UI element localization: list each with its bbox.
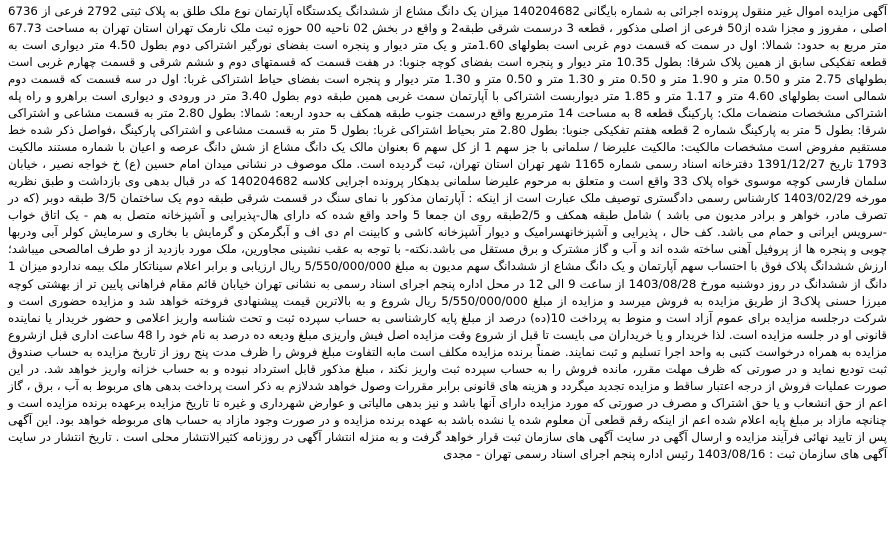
auction-notice-text: آگهی مزایده اموال غیر منقول پرونده اجرائی به شماره بایگانی 140204682 میزان یک دانگ مشاع از ششدانگ یکدستگاه آپارتمان نوع ملک طلق به پلاک ثبتی 2792 فرعی از 6736 اصلی ، مفروز و مجزا شده از50 فرعی از اصلی مذکور ، قطعه 3 درسمت شرقی طبقه2 و واقع در بخش 02 ناحیه 00 حوزه ثبت ملک نارمک تهران استان تهران به مساحت 67.73 متر مربع به حدود: شمالا: اول در سمت که قسمت دوم غربی است بطولهای 1.60متر و یک متر دیوار و پنجره است بفضای نورگیر اشتراکی دوم بطول 4.50 متر دیواری است به قطعه تفکیکی سابق از همین پلاک شرقا: بطول 10.35 متر دیوار و پنجره است بفضای کوچه جنوبا: در هفت قسمت که قسمتهای دوم و ششم شرقی و قسمت چهارم غربی است بطولهای 2.75 متر و 0.50 متر و 1.90 متر و 0.50 متر و 1.30 متر و 0.50 متر و 1.30 متر دیوار و پنجره است بفضای حیاط اشتراکی غربا: اول در سه قسمت که قسمت دوم شمالی است بطولهای 4.60 متر و 1.17 متر و 1.85 متر دیواربست اشتراکی با آپارتمان سمت غربی همین طبقه دوم بطول 3.40 متر در ورودی و دیواری است براهرو و راه پله اشتراکی مشخصات منضمات ملک: پارکینگ قطعه 8 به مساحت 14 مترمربع واقع درسمت جنوب طبقه همکف به حدود اربعه: شمالا: بطول 2.80 متر به قسمت مشاعی و اشتراکی شرقا: بطول 5 متر به پارکینگ شماره 2 قطعه هفتم تفکیکی جنوبا: بطول 2.80 متر بحیاط اشتراکی غربا: بطول 5 متر به قسمت مشاعی و اشتراکی پارکینگ ،فواصل ذکر شده خط مستقیم مفروض است مشخصات مالکیت: مالکیت علیرضا / سلمانی با جز سهم 1 از کل سهم 6 بعنوان مالک یک دانگ مشاع از شش دانگ عرصه و اعیان با شماره مستند مالکیت 1793 تاریخ 1391/12/27 دفترخانه اسناد رسمی شماره 1165 شهر تهران استان تهران، ثبت گردیده است. ملک موصوف در نشانی میدان امام حسین (ع) خ خواجه نصیر ، خیابان سلمان فارسی کوچه موسوی خواه پلاک 33 واقع است و متعلق به مرحوم علیرضا سلمانی بدهکار پرونده اجرایی کلاسه 140204682 که در قبال بدهی وی بازداشت و طبق نظریه مورخه 1403/02/29 کارشناس رسمی دادگستری توصیف ملک عبارت است از اینکه : آپارتمان مذکور با نمای سنگ در قسمت شرقی طبقه دوم یک ساختمان 3/5 طبقه دوبر (که در تصرف مادر، خواهر و برادر مدیون می باشد ) شامل طبقه همکف و 2/5طبقه روی ان جمعا 5 واحد واقع شده که دارای هال-پذیرایی و آشپزخانه متصل به هم - یک اتاق خواب -سرویس ایرانی و حمام می باشد. کف حال ، پذیرایی و آشپزخانهسرامیک و دیوار آشپزخانه کاشی و کابینت ام دی اف و آبگرمکن و گرمایش با بخاری و سرمایش کولر آبی ودربها چوبی و پنجره ها از پروفیل آهنی ساخته شده اند و آب و گاز مشترک و برق مستقل می باشد.نکته- با توجه به عقب نشینی مجاورین، ملک مورد بازدید از دو طرف امالصحی میباشد؛ ارزش ششدانگ پلاک فوق با احتساب سهم آپارتمان و یک دانگ مشاع از ششدانگ سهم مدیون به مبلغ 5/550/000/000 ریال ارزیابی و برابر اعلام سیناتکار ملک بیمه نداردو میزان 1 دانگ از ششدانگ در روز دوشنبه مورخ 1403/08/28 از ساعت 9 الی 12 در محل اداره پنجم اجرای اسناد رسمی به نشانی تهران خیابان قائم مقام فراهانی پایین تر از بهشتی کوچه میرزا حسنی پلاک3 از طریق مزایده به فروش میرسد و مزایده از مبلغ 5/550/000/000 ریال شروع و به بالاترین قیمت پیشنهادی فروخته خواهد شد و مزایده حضوری است و شرکت درجلسه مزایده برای عموم آزاد است و منوط به پرداخت 10(ده) درصد از مبلغ پایه کارشناسی به حساب سپرده ثبت و تحت شناسه واریز اعلامی و حضور خریدار یا نماینده قانونی او در جلسه مزایده است. لذا خریدار و یا خریداران می بایست تا قبل از شروع وقت مزایده اصل فیش واریزی مبلغ ودیعه ده درصد به نام خود را 48 ساعت اداری قبل ازشروع مزایده به همراه درخواست کتبی به واحد اجرا تسلیم و ثبت نمایند. ضمناً برنده مزایده مکلف است مابه التفاوت مبلغ فروش را ظرف مدت پنج روز از تاریخ مزایده به حساب صندوق ثبت تودیع نماید و در صورتی که ظرف مهلت مقرر، مانده فروش را به حساب سپرده ثبت واریز نکند ، مبلغ مذکور قابل استرداد نبوده و به حساب خزانه واریز خواهد شد. در این صورت عملیات فروش از درجه اعتبار ساقط و مزایده تجدید میگردد و هزینه های قانونی برابر مقررات وصول خواهد شدلازم به ذکر است پرداخت بدهی های مربوط به آب ، برق ، گاز اعم از حق انشعاب و یا حق اشتراک و مصرف در صورتی که مورد مزایده دارای آنها باشد و نیز بدهی مالیاتی و عوارض شهرداری و غیره تا تاریخ مزایده برعهده برنده مزایده است و چنانچه مازاد بر مبلغ پایه اعلام شده اعم از اینکه رقم قطعی آن معلوم شده یا نشده باشد به عهده برنده مزایده و در صورت وجود مازاد به حساب های مربوطه خواهد بود. این آگهی پس از تایید نهائی فرآیند مزایده و ارسال آگهی در سایت آگهی های سازمان ثبت قرار خواهد گرفت و به منزله انتشار آگهی در روزنامه کثیرالانتشار محلی است . تاریخ انتشار در سایت آگهی های سازمان ثبت : 1403/08/16 رئیس اداره پنجم اجرای اسناد رسمی تهران - مجدی — [8, 4, 888, 461]
